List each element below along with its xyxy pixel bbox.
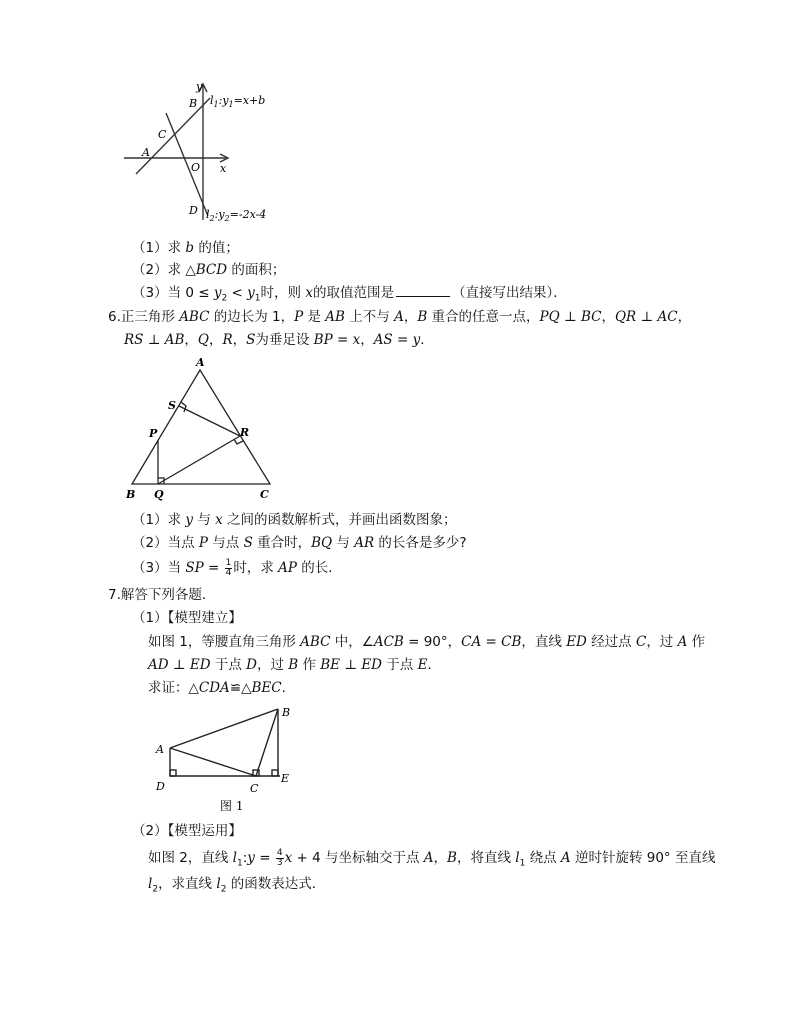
label-C: C	[158, 128, 167, 141]
label-Q: Q	[154, 488, 164, 501]
q5-part1: （1）求 b 的值；	[132, 240, 239, 256]
label-A: A	[156, 743, 164, 756]
label-O: O	[191, 161, 201, 174]
q6-statement-line1: 6.正三角形 ABC 的边长为 1，P 是 AB 上不与 A，B 重合的任意一点，PQ ⊥ BC，QR ⊥ AC，	[108, 309, 692, 325]
label-y: y	[196, 80, 203, 93]
label-P: P	[149, 427, 158, 440]
segment-AC	[170, 748, 256, 776]
right-angle-R	[234, 439, 243, 444]
label-B: B	[126, 488, 136, 501]
label-D: D	[156, 780, 165, 793]
q7-title: 7.解答下列各题．	[108, 587, 216, 603]
label-B: B	[282, 706, 291, 719]
label-D: D	[189, 204, 198, 217]
label-l1-equation: $l_1:y_1=x+b$	[210, 94, 266, 109]
label-l2-equation: $l_2:y_2=-2x-4$	[206, 208, 267, 223]
q7-section2-line1: 如图 2，直线 $l_1:y$ = $\frac{4}{3}$ x + 4 与坐标轴交于点 A，B，将直线 $l_1$ 绕点 A 逆时针旋转 90° 至直线	[148, 847, 716, 869]
answer-blank	[396, 284, 450, 297]
line-l2	[166, 113, 208, 216]
figure-equilateral-triangle	[118, 356, 288, 502]
figure-lines-coordinate	[118, 78, 298, 228]
q5-part2: （2）求 △BCD 的面积；	[132, 262, 286, 278]
label-A: A	[142, 146, 150, 159]
label-C: C	[250, 782, 259, 795]
q6-part3: （3）当 SP = $\frac{1}{4}$ 时，求 AP 的长．	[132, 557, 342, 578]
fraction-one-quarter: $\frac{1}{4}$	[225, 557, 232, 578]
label-B: B	[189, 97, 198, 110]
q6-part1: （1）求 y 与 x 之间的函数解析式，并画出函数图象；	[132, 512, 457, 528]
q7-section1-line2: AD ⊥ ED 于点 D，过 B 作 BE ⊥ ED 于点 E．	[148, 657, 441, 673]
segment-QR	[158, 436, 240, 484]
right-angle-E	[272, 770, 278, 776]
q5-part3: （3）当 $0 \le y_2 < y_1$时，则 x的取值范围是 （直接写出结果）．	[132, 285, 567, 304]
q7-section1-line1: 如图 1，等腰直角三角形 ABC 中，∠ACB = 90°，CA = CB，直线 ED 经过点 C，过 A 作	[148, 634, 706, 650]
right-angle-D	[170, 770, 176, 776]
label-A: A	[196, 356, 205, 369]
q6-part2: （2）当点 P 与点 S 重合时，BQ 与 AR 的长各是多少?	[132, 535, 467, 551]
label-E: E	[281, 772, 290, 785]
label-R: R	[240, 426, 250, 439]
segment-AB	[170, 709, 278, 748]
figure-1-isosceles-right-triangle	[150, 700, 310, 818]
q7-section2-line2: $l_2$，求直线 $l_2$ 的函数表达式．	[148, 876, 326, 895]
fraction-four-thirds: $\frac{4}{3}$	[276, 847, 283, 868]
q7-section2-heading: （2）【模型运用】	[132, 823, 242, 839]
segment-BC	[256, 709, 278, 776]
figure-caption: 图 1	[220, 799, 244, 813]
label-C: C	[260, 488, 269, 501]
q7-section1-heading: （1）【模型建立】	[132, 610, 242, 626]
q6-statement-line2: RS ⊥ AB，Q，R，S为垂足设 BP = x，AS = y．	[124, 332, 434, 348]
label-x: x	[220, 162, 227, 175]
q7-section1-line3: 求证：△CDA≌△BEC．	[148, 680, 296, 696]
label-S: S	[168, 399, 176, 412]
